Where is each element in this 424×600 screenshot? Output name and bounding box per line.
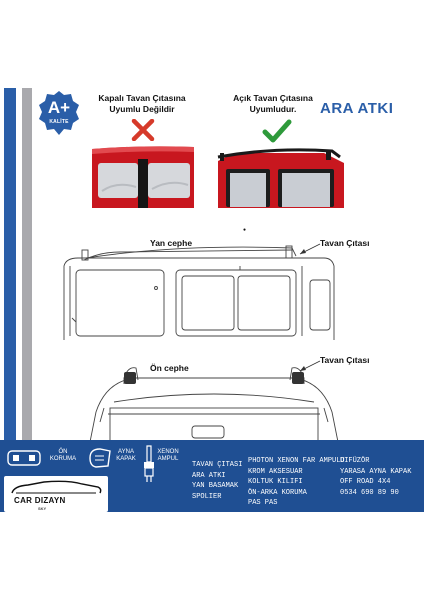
- side-stripe-gray: [22, 88, 32, 440]
- cross-icon: [131, 119, 155, 141]
- incompatible-caption: Kapalı Tavan Çıtasına Uyumlu Değildir: [98, 93, 186, 114]
- badge-grade: A+: [47, 98, 71, 117]
- product-item: KROM AKSESUAR: [248, 467, 303, 476]
- feature-front-guard-label: ÖN KORUMA: [49, 449, 77, 462]
- side-view-rail-label: Tavan Çıtası: [320, 238, 370, 248]
- front-view-drawing: [84, 362, 344, 442]
- front-view-rail-label: Tavan Çıtası: [320, 355, 370, 365]
- logo-name: CAR DIZAYN: [14, 496, 66, 505]
- product-list-2: [248, 456, 345, 509]
- product-item: PAS PAS: [248, 499, 278, 507]
- compatible-caption: Açık Tavan Çıtasına Uyumludur.: [233, 93, 313, 114]
- car-silhouette-icon: [8, 480, 104, 496]
- side-view-arrow: [296, 242, 322, 256]
- logo-sub: SKY: [38, 506, 47, 511]
- product-item: ÖN-ARKA KORUMA: [248, 488, 307, 497]
- front-guard-icon: [6, 448, 42, 468]
- mirror-cap-icon: [86, 446, 114, 470]
- product-list-3: [340, 456, 411, 498]
- badge-subtitle: KALİTE: [49, 119, 69, 125]
- closed-roof-photo: [92, 143, 194, 208]
- product-item: TAVAN ÇITASI: [192, 461, 243, 469]
- product-item: YAN BASAMAK: [192, 482, 239, 490]
- side-view-label: Yan cephe: [150, 238, 193, 248]
- small-mark: ●: [243, 227, 247, 233]
- brand-title: ARA ATKI: [320, 100, 394, 117]
- feature-mirror-cap-label: AYNA KAPAK: [116, 449, 136, 462]
- product-item: OFF ROAD 4X4: [340, 478, 391, 486]
- product-item: DIFÜZÖR: [340, 457, 370, 465]
- product-item: ARA ATKI: [192, 471, 226, 480]
- open-rail-photo: [214, 143, 344, 208]
- product-item: PHOTON XENON FAR AMPULU: [248, 457, 345, 465]
- product-list-1: [192, 460, 242, 502]
- product-item: KOLTUK KILIFI: [248, 478, 303, 486]
- front-view-label: Ön cephe: [150, 363, 189, 373]
- product-item: YARASA AYNA KAPAK: [340, 467, 412, 476]
- side-stripe-blue: [4, 88, 16, 440]
- phone-number: 0534 690 89 90: [340, 488, 399, 497]
- check-icon: [262, 118, 292, 144]
- product-item: SPOLIER: [192, 492, 222, 501]
- quality-badge: [38, 90, 80, 136]
- feature-xenon-label: XENON AMPUL: [157, 449, 179, 462]
- front-view-arrow: [296, 359, 322, 373]
